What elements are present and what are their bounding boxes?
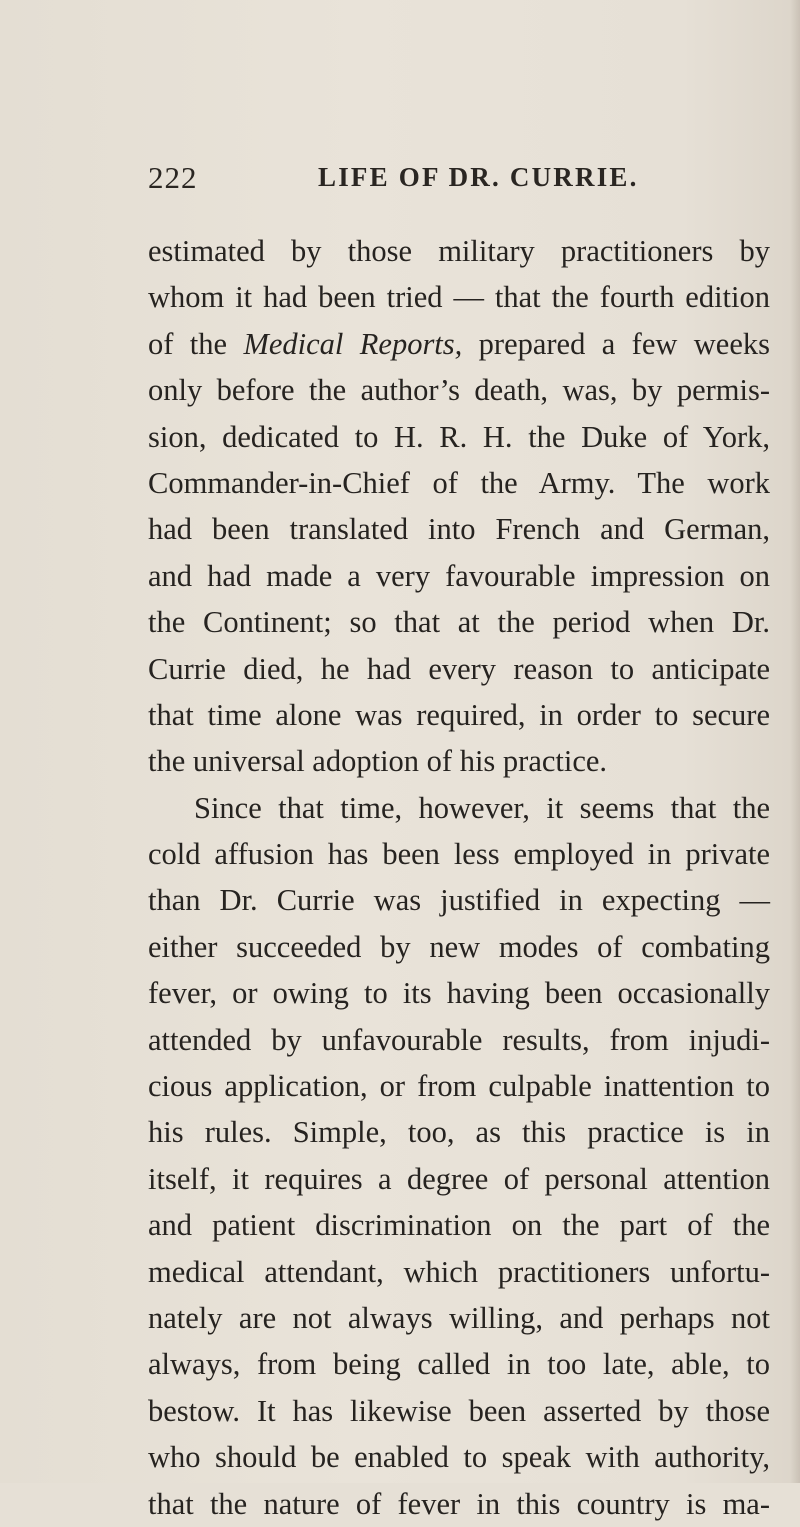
text-line: always, from being called in too late, able, to [148, 1347, 770, 1382]
text-line-start: of the [148, 326, 244, 361]
page-header [148, 160, 768, 200]
page-number: 222 [148, 160, 198, 195]
text-line: cold affusion has been less employed in private [148, 837, 770, 872]
text-line: and had made a very favourable impression on [148, 558, 770, 593]
running-head: LIFE OF DR. CURRIE. [318, 162, 639, 192]
text-line: the Continent; so that at the period when Dr. [148, 605, 770, 640]
text-line: that the nature of fever in this country is ma- [148, 1486, 770, 1521]
text-line: than Dr. Currie was justified in expecting — [148, 883, 770, 918]
text-line: either succeeded by new modes of combating [148, 929, 770, 964]
text-line: had been translated into French and German, [148, 512, 770, 547]
text-line: his rules. Simple, too, as this practice is in [148, 1115, 770, 1150]
text-line: nately are not always willing, and perhaps not [148, 1300, 770, 1335]
text-line: sion, dedicated to H. R. H. the Duke of York, [148, 419, 770, 454]
text-line: attended by unfavourable results, from injudi- [148, 1022, 770, 1057]
text-line: Currie died, he had every reason to anticipate [148, 651, 770, 686]
text-line-end: prepared a few weeks [462, 326, 770, 361]
text-line: itself, it requires a degree of personal attention [148, 1161, 770, 1196]
text-line: and patient discrimination on the part of the [148, 1208, 770, 1243]
text-line [148, 321, 770, 367]
text-line: whom it had been tried — that the fourth edition [148, 280, 770, 315]
text-line: who should be enabled to speak with authority, [148, 1440, 770, 1475]
text-line: only before the author’s death, was, by permis- [148, 373, 770, 408]
text-line: fever, or owing to its having been occasionally [148, 976, 770, 1011]
text-line-paragraph-start: Since that time, however, it seems that the [194, 790, 770, 825]
italic-title: Medical Reports, [243, 326, 463, 361]
text-line: cious application, or from culpable inattention to [148, 1069, 770, 1104]
text-line: bestow. It has likewise been asserted by those [148, 1393, 770, 1428]
body-text [148, 228, 770, 1527]
text-line: that time alone was required, in order to secure [148, 697, 770, 732]
page-edge-shadow [790, 0, 800, 1483]
text-line-paragraph-end: the universal adoption of his practice. [148, 744, 608, 779]
text-line: Commander-in-Chief of the Army. The work [148, 465, 770, 500]
text-line: estimated by those military practitioners by [148, 234, 770, 268]
text-line: medical attendant, which practitioners unfortu- [148, 1254, 770, 1289]
